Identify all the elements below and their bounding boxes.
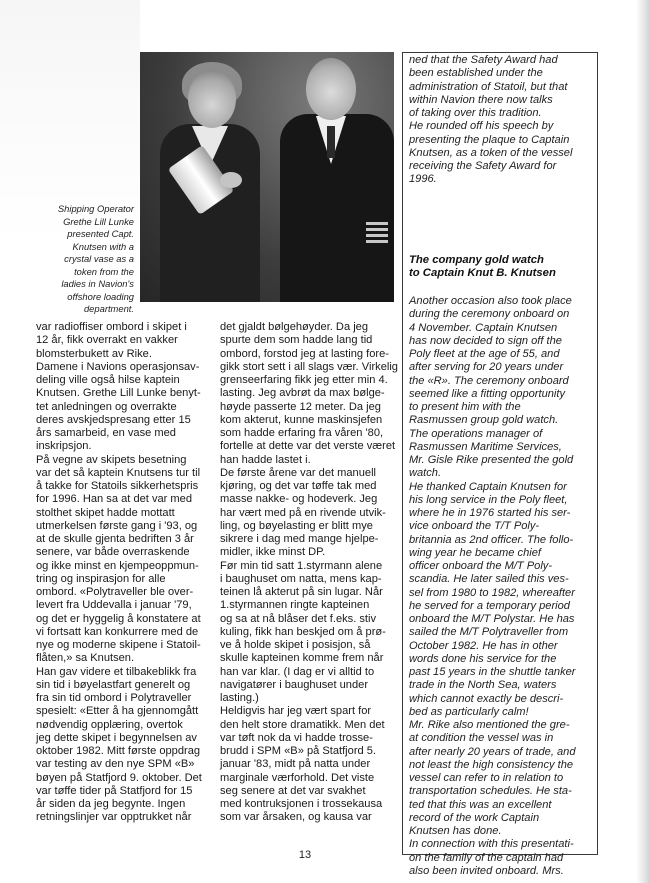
sidebar-line: Rasmussen group gold watch. [409,414,559,427]
text-line: Heldigvis har jeg vært spart for [220,705,372,718]
text-line: spurte dem som hadde lang tid [220,334,373,347]
caption-line: crystal vase as a [64,253,134,264]
text-line: Før min tid satt 1.styrmann alene [220,559,383,572]
photo-caption [34,203,134,316]
text-line: tet anledningen og overrakte [36,400,177,413]
photo-captain-tie [327,126,335,158]
caption-line: offshore loading [67,290,134,302]
caption-line: Knutsen with a [72,240,134,252]
sidebar-line: 4 November. Captain Knutsen [409,321,558,334]
sidebar-line: presenting the plaque to Captain [409,133,570,146]
text-line: utmerkelsen første gang i '93, og [36,519,198,532]
text-line: stolthet skipet hadde mottatt [36,506,175,519]
text-line: Knutsen. Grethe Lill Lunke benyt- [36,387,201,400]
sidebar-line: vice onboard the T/T Poly- [409,520,540,533]
text-line: i baughuset om natta, mens kap- [220,572,382,585]
text-line: ombord, forstod jeg at lasting fore- [220,347,389,360]
text-line: navigatører i baughuset under [220,678,369,691]
text-line: var radioffiser ombord i skipet i [36,321,187,333]
sidebar-line: Rasmussen Maritime Services, [409,440,562,453]
text-line: ve å holde skipet i posisjon, så [220,639,371,651]
text-line: det gjaldt bølgehøyder. Da jeg [220,321,369,333]
text-line: var tøft nok da vi hadde trosse- [220,731,373,744]
caption-line: Shipping Operator [57,203,134,214]
text-line: senere, var både overraskende [36,546,190,559]
sidebar-line: sel from 1980 to 1982, whereafter [409,586,575,599]
text-line: han var klar. (I dag er vi alltid to [220,665,375,678]
text-line: og det er hyggelig å konstatere at [36,612,201,625]
sidebar-line: words done his service for the [409,652,557,665]
text-line: lasting.) [220,692,259,704]
text-line: nye og moderne skipene i Statoil- [36,639,201,651]
sidebar-line: also been invited onboard. Mrs. [409,864,564,877]
text-line: at de skulle gjenta bedriften 3 år [36,533,194,545]
text-line: deling ville også hilse kaptein [36,374,180,386]
photo-captain-head [306,58,356,120]
sidebar-line: receiving the Safety Award for [409,160,557,172]
text-line: 12 år, fikk overrakt en vakker [36,334,178,347]
text-line: ling, og bøyelasting er blitt mye [220,519,373,532]
sidebar-line: after serving for 20 years under [409,361,564,374]
sidebar-line: ned that the Safety Award had [409,54,558,66]
sidebar-line: his long service in the Poly fleet, [409,493,568,506]
article-column-1 [36,321,212,825]
text-line: tring og inspirasjon for alle [36,572,166,585]
text-line: inskripsjon. [36,440,92,453]
text-line: sin tid i bøyelastfart generelt og [36,678,191,691]
sidebar-line: within Navion there now talks [409,93,553,106]
text-line: var testing av den nye SPM «B» [36,758,195,771]
text-line: ombord. «Polytraveller ble over- [36,586,194,598]
caption-line: token from the [74,265,134,277]
text-line: skulle kapteinen komme frem når [220,652,384,665]
sidebar-line: Mr. Rike also mentioned the gre- [409,719,570,731]
text-line: brudd i SPM «B» på Statfjord 5. [220,745,377,757]
sidebar-line: Another occasion also took place [409,295,572,307]
article-column-2 [220,321,398,825]
sidebar-line: sailed the M/T Polytraveller from [409,626,569,639]
text-line: gikk stort sett i all slags vær. Virkelig [220,360,398,373]
sidebar-line: during the ceremony onboard on [409,308,570,321]
sidebar-line: the «R». The ceremony onboard [409,374,569,387]
text-line: midler, ikke minst DP. [220,546,326,559]
text-line: De første årene var det manuell [220,466,377,479]
text-line: for 1996. Han sa at det var med [36,493,193,506]
text-line: fortelle at dette var det verste været [220,440,396,453]
sidebar-line: has now decided to sign off the [409,334,562,347]
sidebar-heading [409,253,595,280]
text-line: år siden da jeg begynte. Ingen [36,798,186,810]
text-line: grenseerfaring fikk jeg etter min 4. [220,374,388,386]
text-line: fra sin tid ombord i Polytraveller [36,692,192,704]
sidebar-line: transportation schedules. He sta- [409,785,572,798]
sidebar-line: administration of Statoil, but that [409,80,568,93]
text-line: kom akterut, kunne maskinsjefen [220,413,383,426]
sidebar-heading-line: The company gold watch [409,254,544,266]
sidebar-line: watch. [409,467,442,480]
text-line: høyde passerte 12 meter. Da jeg [220,400,381,413]
text-line: bøyen på Statfjord 9. oktober. Det [36,771,202,784]
text-line: oktober 1982. Mitt første oppdrag [36,745,201,757]
sidebar-line: In connection with this presentati- [409,838,574,851]
text-line: masse nakke- og hodeverk. Jeg [220,493,378,506]
sidebar-line: Mr. Gisle Rike presented the gold [409,454,574,466]
sidebar-line: trade in the North Sea, waters [409,679,557,692]
sidebar-line: record of the work Captain [409,811,540,824]
sidebar-line: of taking over this tradition. [409,107,542,119]
sidebar-line: after nearly 20 years of trade, and [409,745,576,758]
text-line: var tøffe tider på Statfjord for 15 [36,784,193,797]
text-line: sikrere i dag med mange hjelpe- [220,533,379,545]
text-line: års samarbeid, en vase med [36,427,176,439]
sidebar-line: October 1982. He has in other [409,639,558,652]
text-line: nødvendig opplæring, overtok [36,718,183,731]
text-line: På vegne av skipets besetning [36,453,187,466]
sidebar-line: on the family of the captain had [409,851,564,864]
sidebar-line: He thanked Captain Knutsen for [409,480,567,493]
sidebar-line: he served for a temporary period [409,599,570,612]
text-line: var det så kaptein Knutsens tur til [36,466,201,479]
text-line: januar '83, midt på natta under [220,758,371,771]
english-sidebar-box [402,52,598,877]
text-line: deres avskjedspresang etter 15 [36,413,191,426]
text-line: marginale værforhold. Det viste [220,771,375,784]
page-edge-shadow [636,0,650,883]
sidebar-heading-line: to Captain Knut B. Knutsen [409,267,556,280]
sidebar-line: wing year he became chief [409,546,541,559]
sidebar-line: not least the high consistency the [409,758,574,771]
text-line: med kontruksjonen i trossekausa [220,798,383,810]
caption-line: department. [83,303,134,314]
text-line: og sa at nå blåser det f.eks. stiv [220,612,377,625]
text-line: levert fra Uddevalla i januar '79, [36,599,192,612]
photo-hand [220,172,242,188]
text-line: den helt store dramatikk. Men det [220,718,385,731]
sidebar-line: scandia. He later sailed this ves- [409,573,569,586]
sidebar-line: Knutsen has done. [409,825,502,837]
sidebar-line: bed as particularly calm! [409,705,529,718]
text-line: spesielt: «Etter å ha gjennomgått [36,705,199,718]
text-line: teinen lå akterut på sin lugar. Når [220,586,383,598]
caption-line: ladies in Navion's [61,278,134,289]
sidebar-line: seemed like a fitting opportunity [409,387,566,400]
text-line: å takke for Statoils sikkerhetspris [36,480,199,492]
sidebar-line: Poly fleet at the age of 55, and [409,348,560,360]
sidebar-line: ted that this was an excellent [409,798,552,811]
text-line: som var årsaken, og kausa var [220,811,372,824]
text-line: Damene i Navions operasjonsav- [36,360,200,373]
text-line: jeg dette skipet i begynnelsen av [36,731,197,744]
sidebar-intro [409,54,591,187]
text-line: Han gav videre et tilbakeblikk fra [36,665,197,678]
sidebar-line: been established under the [409,67,543,80]
text-line: han hadde lastet i. [220,453,311,466]
text-line: og ikke minst en kjempeoppmun- [36,559,199,572]
photo-woman-head [188,70,236,128]
photo-captain-sleeve-stripes [366,222,388,244]
sidebar-line: where he in 1976 started his ser- [409,507,571,519]
ceremony-photo [140,52,394,302]
text-line: seg senere at det var svakhet [220,784,366,797]
sidebar-line: britannia as 2nd officer. The follo- [409,533,574,546]
sidebar-line: which cannot exactly be descri- [409,692,564,705]
text-line: blomsterbukett av Rike. [36,347,152,360]
sidebar-line: vessel can refer to in relation to [409,772,564,784]
sidebar-line: He rounded off his speech by [409,120,554,133]
sidebar-line: officer onboard the M/T Poly- [409,560,553,572]
caption-line: presented Capt. [67,228,134,239]
sidebar-line: at condition the vessel was in [409,732,554,745]
page-number: 13 [298,849,312,861]
text-line: flåten,» sa Knutsen. [36,652,135,665]
sidebar-line: Knutsen, as a token of the vessel [409,146,573,159]
sidebar-line: 1996. [409,173,437,186]
sidebar-line: The operations manager of [409,427,543,440]
text-line: vi fortsatt kan konkurrere med de [36,625,199,638]
text-line: som hadde erfaring fra våren '80, [220,427,384,439]
text-line: kjøring, og det var tøffe tak med [220,480,377,492]
sidebar-line: past 15 years in the shuttle tanker [409,666,576,678]
sidebar-line: to present him with the [409,401,521,413]
caption-line: Grethe Lill Lunke [63,215,134,227]
text-line: 1.styrmannen ringte kapteinen [220,599,370,612]
text-line: har vært med på en rivende utvik- [220,506,386,519]
text-line: retningslinjer var opptrukket når [36,811,192,824]
text-line: lasting. Jeg avbrøt da max bølge- [220,387,385,400]
sidebar-line: onboard the M/T Polystar. He has [409,613,575,625]
sidebar-body [409,295,591,878]
text-line: kuling, fikk han beskjed om å prø- [220,625,386,638]
